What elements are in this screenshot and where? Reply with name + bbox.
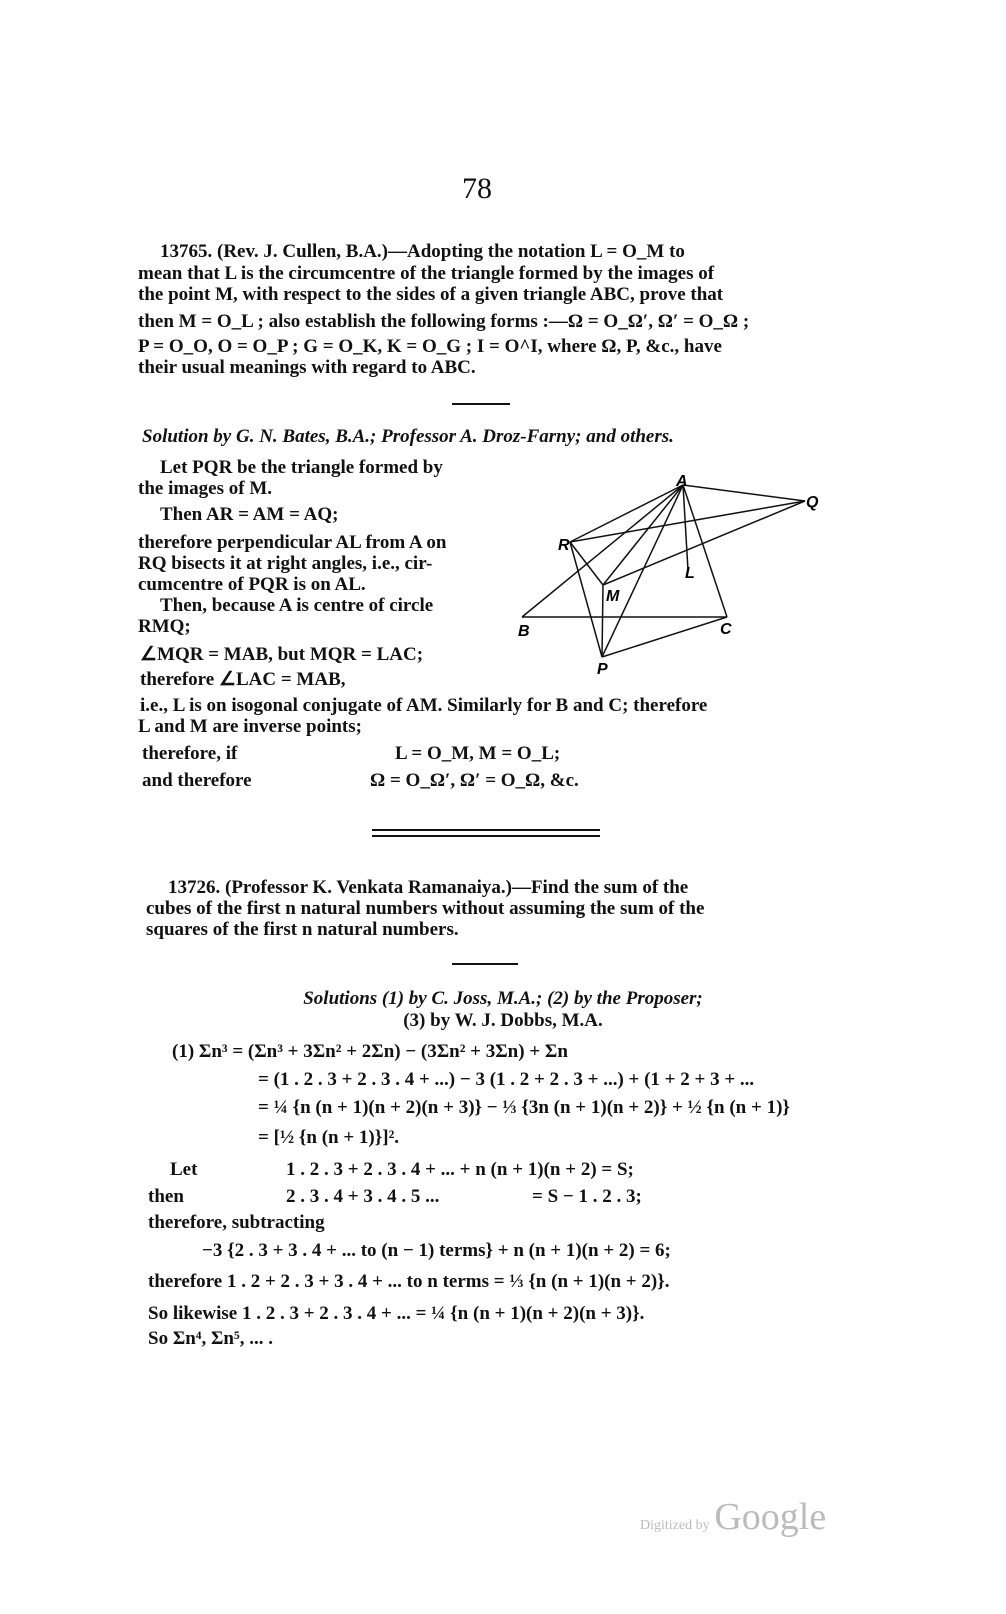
text-line: Ω = O_Ω′, Ω′ = O_Ω, &c. <box>370 770 579 791</box>
text-line: RQ bisects it at right angles, i.e., cir- <box>138 553 433 574</box>
text-line: therefore, if <box>142 743 238 764</box>
text-line: L = O_M, M = O_L; <box>395 743 561 764</box>
solution-header: (3) by W. J. Dobbs, M.A. <box>403 1010 603 1031</box>
double-rule-top <box>372 829 600 831</box>
text-line: L and M are inverse points; <box>138 716 362 737</box>
page-number: 78 <box>462 172 492 205</box>
text-line: therefore perpendicular AL from A on <box>138 532 447 553</box>
text-line: Let PQR be the triangle formed by <box>160 457 443 478</box>
text-line: ∠MQR = MAB, but MQR = LAC; <box>140 644 424 665</box>
math-line: Let <box>170 1159 198 1180</box>
text-line: 13726. (Professor K. Venkata Ramanaiya.)—Find the sum of the <box>168 877 689 898</box>
text-line: 13765. (Rev. J. Cullen, B.A.)—Adopting the notation L = O_M to <box>160 241 685 262</box>
triangle-figure <box>510 470 840 680</box>
text-line: RMQ; <box>138 616 191 637</box>
math-line: So likewise 1 . 2 . 3 + 2 . 3 . 4 + ... = ¼ {n (n + 1)(n + 2)(n + 3)}. <box>148 1303 645 1324</box>
text-line: i.e., L is on isogonal conjugate of AM. Similarly for B and C; therefore <box>140 695 708 716</box>
text-line: then M = O_L ; also establish the following forms :—Ω = O_Ω′, Ω′ = O_Ω ; <box>138 311 750 332</box>
text-line: therefore ∠LAC = MAB, <box>140 669 346 690</box>
math-line: then <box>148 1186 184 1207</box>
label-B: B <box>518 623 530 640</box>
math-line: = [½ {n (n + 1)}]². <box>258 1127 400 1148</box>
math-line: = ¼ {n (n + 1)(n + 2)(n + 3)} − ⅓ {3n (n + 1)(n + 2)} + ½ {n (n + 1)} <box>258 1097 790 1118</box>
text-line: Then, because A is centre of circle <box>160 595 434 616</box>
math-line: = (1 . 2 . 3 + 2 . 3 . 4 + ...) − 3 (1 . 2 + 2 . 3 + ...) + (1 + 2 + 3 + ... <box>258 1069 755 1090</box>
label-A: A <box>676 473 688 490</box>
text-line: cumcentre of PQR is on AL. <box>138 574 366 595</box>
label-Q: Q <box>806 494 819 511</box>
solution-header: Solutions (1) by C. Joss, M.A.; (2) by the Proposer; <box>303 988 703 1009</box>
divider <box>452 963 518 965</box>
math-line: therefore, subtracting <box>148 1212 325 1233</box>
label-R: R <box>558 537 570 554</box>
math-line: −3 {2 . 3 + 3 . 4 + ... to (n − 1) terms} + n (n + 1)(n + 2) = 6; <box>202 1240 671 1261</box>
google-watermark <box>640 1495 826 1539</box>
math-line: (1) Σn³ = (Σn³ + 3Σn² + 2Σn) − (3Σn² + 3Σn) + Σn <box>172 1041 568 1062</box>
label-P: P <box>597 661 608 678</box>
solution-header: Solution by G. N. Bates, B.A.; Professor A. Droz-Farny; and others. <box>142 426 674 447</box>
math-line: So Σn⁴, Σn⁵, ... . <box>148 1328 273 1349</box>
text-line: the point M, with respect to the sides of a given triangle ABC, prove that <box>138 284 724 305</box>
label-C: C <box>720 621 732 638</box>
google-logo: Google <box>714 1496 827 1538</box>
math-line: 2 . 3 . 4 + 3 . 4 . 5 ... <box>286 1186 440 1207</box>
divider <box>452 403 510 405</box>
watermark-prefix: Digitized by <box>640 1518 710 1533</box>
text-line: squares of the first n natural numbers. <box>146 919 459 940</box>
text-line: the images of M. <box>138 478 273 499</box>
text-line: their usual meanings with regard to ABC. <box>138 357 476 378</box>
double-rule-bottom <box>372 835 600 837</box>
text-line: Then AR = AM = AQ; <box>160 504 339 525</box>
math-line: = S − 1 . 2 . 3; <box>532 1186 642 1207</box>
text-line: P = O_O, O = O_P ; G = O_K, K = O_G ; I = O^I, where Ω, P, &c., have <box>138 336 722 357</box>
math-line: 1 . 2 . 3 + 2 . 3 . 4 + ... + n (n + 1)(n + 2) = S; <box>286 1159 634 1180</box>
label-L: L <box>685 565 695 582</box>
math-line: therefore 1 . 2 + 2 . 3 + 3 . 4 + ... to n terms = ⅓ {n (n + 1)(n + 2)}. <box>148 1271 670 1292</box>
text-line: mean that L is the circumcentre of the triangle formed by the images of <box>138 263 715 284</box>
label-M: M <box>606 588 620 605</box>
text-line: and therefore <box>142 770 252 791</box>
text-line: cubes of the first n natural numbers without assuming the sum of the <box>146 898 705 919</box>
